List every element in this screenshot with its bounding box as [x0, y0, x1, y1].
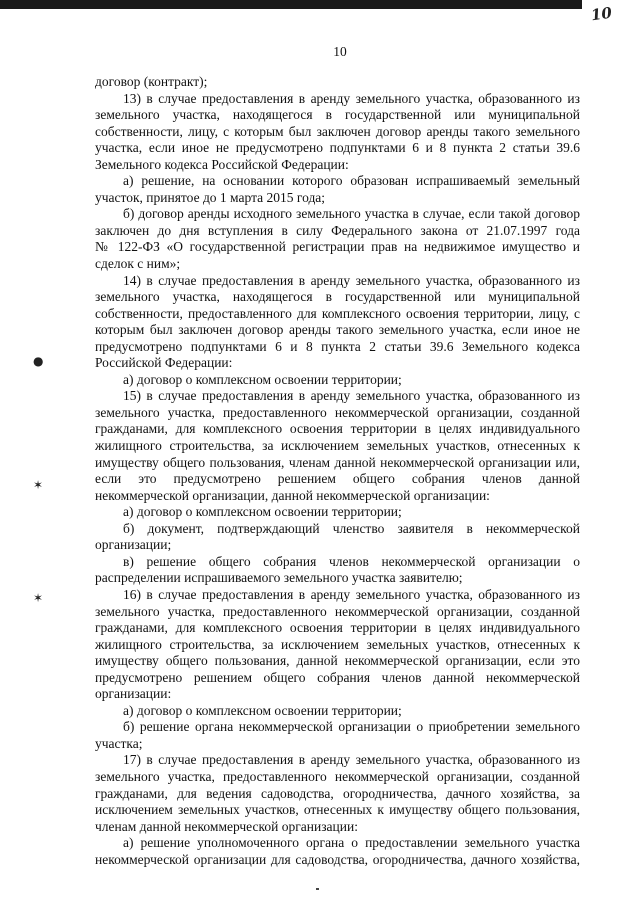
text-line: 13) в случае предоставления в аренду земельного участка, образованного из	[123, 90, 580, 106]
text-line: земельного участка, предоставленного некоммерческой организации, созданной	[95, 768, 580, 784]
text-line: собственности, предоставленного для комплексного освоения территории, лицу, с	[95, 305, 580, 321]
text-line: 17) в случае предоставления в аренду земельного участка, образованного из	[123, 752, 580, 768]
page-number: 10	[333, 44, 347, 59]
text-line: а) договор о комплексном освоении территории;	[123, 371, 402, 387]
text-line: а) решение, на основании которого образован испрашиваемый земельный	[123, 173, 580, 189]
text-line: б) договор аренды исходного земельного участка в случае, если такой договор	[123, 206, 580, 222]
text-line: в) решение общего собрания членов некоммерческой организации о	[123, 553, 580, 569]
text-line: Российской Федерации:	[95, 355, 233, 371]
text-line: земельного участка, предоставленного некоммерческой организации, созданной	[95, 404, 580, 420]
text-line: предусмотрено решением общего собрания членов данной некоммерческой	[95, 669, 580, 685]
handwritten-page-number: 10	[589, 3, 614, 25]
text-line: которым был заключен договор аренды такого земельного участка, если иное не	[95, 322, 580, 338]
text-line: Земельного кодекса Российской Федерации:	[95, 156, 349, 172]
text-line: участок, принятое до 1 марта 2015 года;	[95, 189, 326, 205]
text-line: исключением земельных участков, отнесенных к имуществу общего пользования,	[95, 802, 580, 818]
text-line: а) решение уполномоченного органа о предоставлении земельного участка	[123, 835, 580, 851]
text-line: 15) в случае предоставления в аренду земельного участка, образованного из	[123, 388, 580, 404]
text-line: 16) в случае предоставления в аренду земельного участка, образованного из	[123, 586, 580, 602]
text-line: гражданами, для ведения садоводства, огородничества, дачного хозяйства, за	[95, 785, 580, 801]
text-line: договор (контракт);	[95, 74, 208, 89]
text-line: организации:	[95, 686, 172, 702]
text-line: если это предусмотрено решением общего собрания членов данной	[95, 471, 580, 487]
text-line: собственности, лицу, с которым был заключен договор аренды такого земельного	[95, 123, 580, 139]
text-line: жилищного строительства, за исключением земельных участков, отнесенных к	[95, 636, 580, 652]
text-line: земельного участка, находящегося в государственной или муниципальной	[95, 107, 580, 123]
text-line: а) договор о комплексном освоении территории;	[123, 702, 402, 718]
text-line: некоммерческой организации для садоводства, огородничества, дачного хозяйства,	[95, 851, 580, 867]
hole-punch-mark-icon: ●	[33, 354, 44, 368]
scan-speck	[316, 888, 319, 890]
text-line: членам данной некоммерческой организации:	[95, 818, 358, 834]
text-line: предусмотрено подпунктами 6 и 8 пункта 2 статьи 39.6 Земельного кодекса	[95, 338, 580, 354]
text-line: участка;	[95, 735, 143, 751]
text-line: имуществу общего пользования, членам данной некоммерческой организации или,	[95, 454, 580, 470]
text-line: имуществу общего пользования, данной некоммерческой организации, если это	[95, 653, 580, 669]
text-line: б) документ, подтверждающий членство заявителя в некоммерческой	[123, 520, 580, 536]
text-line: распределении испрашиваемого земельного участка заявителю;	[95, 570, 463, 586]
document-body	[95, 74, 580, 868]
text-line: б) решение органа некоммерческой организации о приобретении земельного	[123, 719, 580, 735]
text-line: гражданами, для комплексного освоения территории в целях индивидуального	[95, 620, 580, 636]
text-line: организации;	[95, 537, 172, 553]
hole-punch-mark-icon: ✶	[33, 478, 44, 492]
text-line: участка, если иное не предусмотрено подпунктами 6 и 8 пункта 2 статьи 39.6	[95, 140, 580, 156]
text-line: земельного участка, предоставленного некоммерческой организации, созданной	[95, 603, 580, 619]
text-line: сделок с ним»;	[95, 256, 181, 272]
text-line: гражданами, для комплексного освоения территории в целях индивидуального	[95, 421, 580, 437]
hole-punch-mark-icon: ✶	[33, 591, 44, 605]
text-line: некоммерческой организации, данной некоммерческой организации:	[95, 487, 490, 503]
text-line: 14) в случае предоставления в аренду земельного участка, образованного из	[123, 272, 580, 288]
text-line: заключен до дня вступления в силу Федерального закона от 21.07.1997 года	[95, 222, 580, 238]
text-line: жилищного строительства, за исключением земельных участков, отнесенных к	[95, 438, 580, 454]
scan-border-bar	[0, 0, 582, 9]
text-line: № 122-ФЗ «О государственной регистрации прав на недвижимое имущество и	[95, 239, 580, 255]
text-line: земельного участка, находящегося в государственной или муниципальной	[95, 289, 580, 305]
text-line: а) договор о комплексном освоении территории;	[123, 504, 402, 520]
